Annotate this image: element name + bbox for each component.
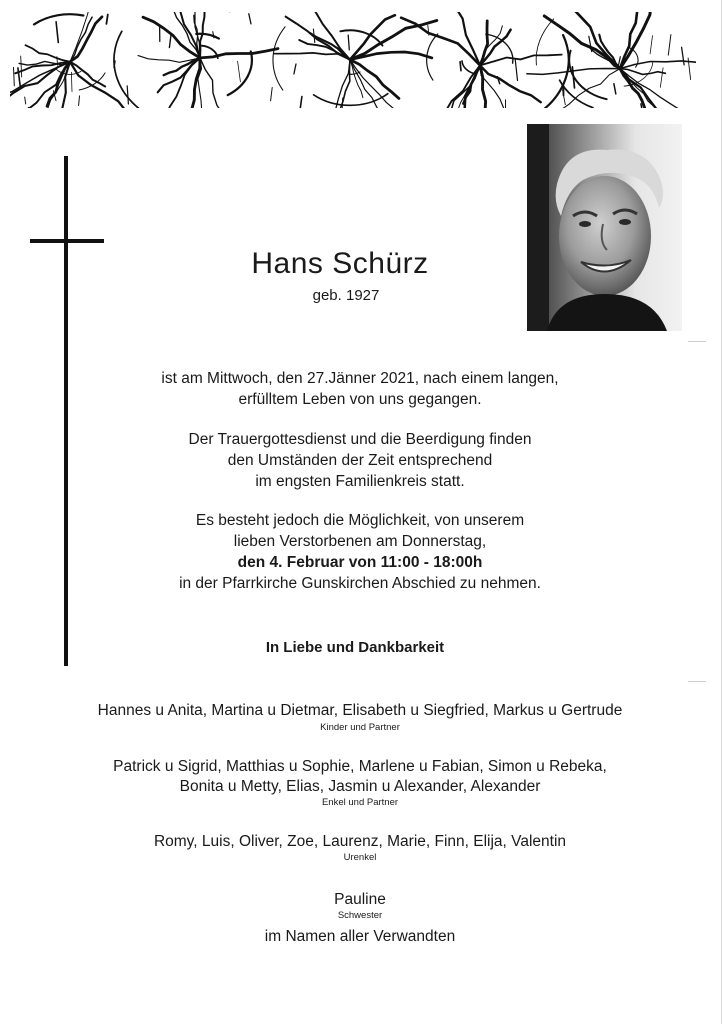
page-edge — [721, 0, 722, 1024]
farewell-line: lieben Verstorbenen am Donnerstag, — [233, 533, 487, 550]
cross-icon — [30, 156, 104, 666]
margin-mark — [688, 681, 706, 682]
margin-mark — [688, 341, 706, 342]
cross-vertical-bar — [64, 156, 68, 666]
service-line: im engsten Familienkreis statt. — [255, 473, 465, 490]
closing-phrase: In Liebe und Dankbarkeit — [265, 639, 445, 656]
farewell-date-line: den 4. Februar von 11:00 - 18:00h — [237, 554, 483, 571]
grandchildren-role: Enkel und Partner — [321, 797, 399, 808]
children-role: Kinder und Partner — [320, 722, 400, 733]
birth-year: geb. 1927 — [312, 287, 380, 304]
great-grandchildren-role: Urenkel — [343, 852, 377, 863]
announcement-line: ist am Mittwoch, den 27.Jänner 2021, nach einem langen, — [161, 370, 559, 387]
sister-role: Schwester — [337, 910, 383, 921]
cracked-wood-banner-icon — [10, 12, 696, 108]
cross-horizontal-bar — [30, 239, 104, 243]
relatives-line: im Namen aller Verwandten — [264, 928, 456, 945]
grandchildren-names: Patrick u Sigrid, Matthias u Sophie, Marlene u Fabian, Simon u Rebeka, — [113, 758, 607, 775]
farewell-line: in der Pfarrkirche Gunskirchen Abschied zu nehmen. — [179, 575, 541, 592]
deceased-name: Hans Schürz — [251, 247, 429, 280]
sister-name: Pauline — [334, 891, 386, 908]
farewell-line: Es besteht jedoch die Möglichkeit, von unserem — [195, 512, 525, 529]
announcement-line: erfülltem Leben von uns gegangen. — [238, 391, 482, 408]
portrait-photo — [527, 124, 682, 331]
grandchildren-names: Bonita u Metty, Elias, Jasmin u Alexander, Alexander — [179, 778, 541, 795]
children-names: Hannes u Anita, Martina u Dietmar, Elisabeth u Siegfried, Markus u Gertrude — [97, 702, 623, 719]
service-line: Der Trauergottesdienst und die Beerdigung finden — [188, 431, 532, 448]
great-grandchildren-names: Romy, Luis, Oliver, Zoe, Laurenz, Marie, Finn, Elija, Valentin — [153, 833, 567, 850]
service-line: den Umständen der Zeit entsprechend — [227, 452, 493, 469]
